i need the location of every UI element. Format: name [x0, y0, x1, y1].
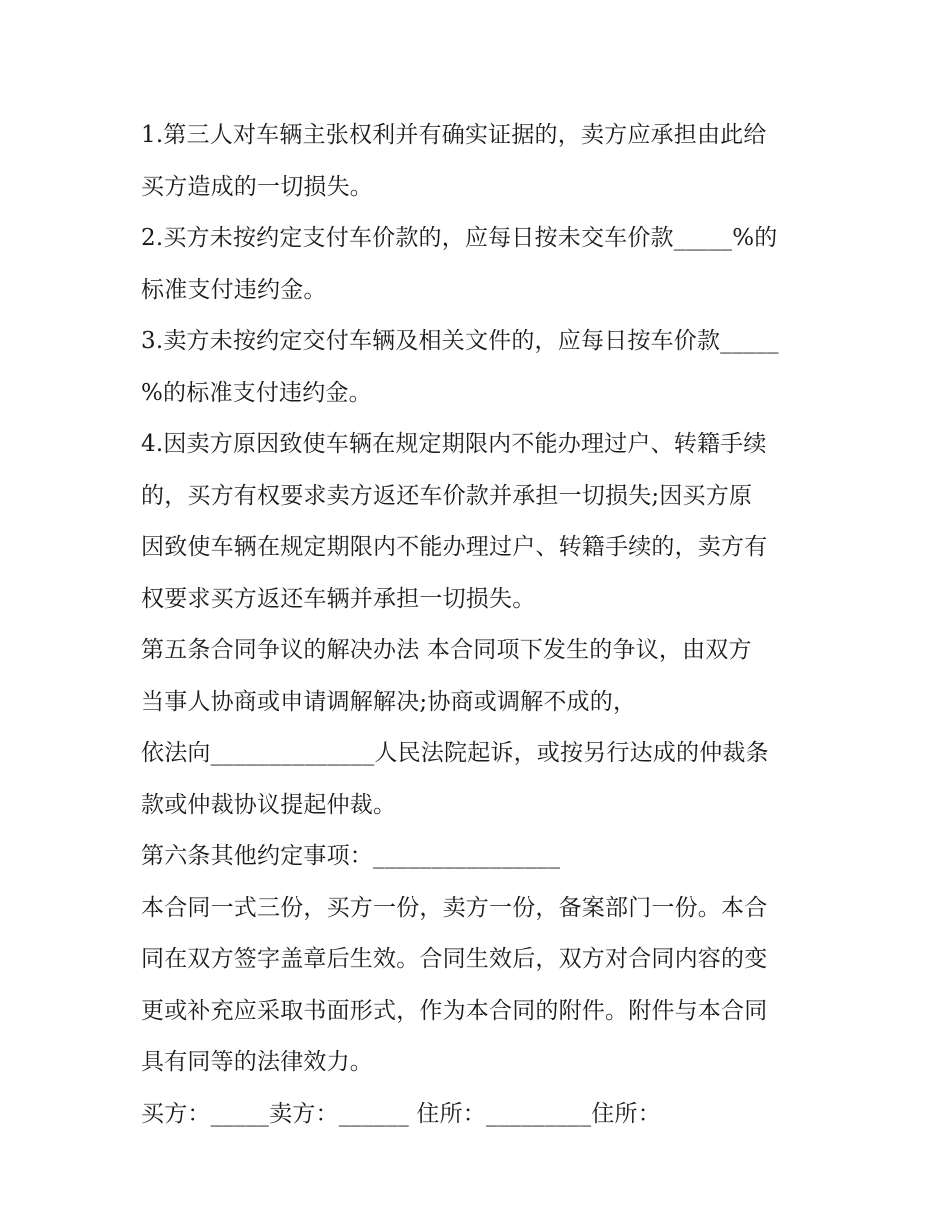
text-line: 2.买方未按约定支付车价款的，应每日按未交车价款_____%的 [141, 225, 778, 251]
text-line: 因致使车辆在规定期限内不能办理过户、转籍手续的，卖方有 [141, 534, 768, 560]
text-line: 本合同一式三份，买方一份，卖方一份，备案部门一份。本合 [141, 894, 768, 921]
text-line: 具有同等的法律效力。 [141, 1049, 373, 1075]
text-line: 款或仲裁协议提起仲裁。 [141, 791, 397, 818]
text-line: %的标准支付违约金。 [141, 379, 372, 406]
text-line: 同在双方签字盖章后生效。合同生效后，双方对合同内容的变 [141, 946, 768, 972]
text-line: 更或补充应采取书面形式，作为本合同的附件。附件与本合同 [141, 997, 768, 1024]
text-line: 4.因卖方原因致使车辆在规定期限内不能办理过户、转籍手续 [141, 431, 767, 457]
text-line: 当事人协商或申请调解解决;协商或调解不成的， [141, 688, 637, 715]
text-line: 买方：_____卖方：______ 住所：_________住所： [141, 1100, 661, 1127]
text-line: 1.第三人对车辆主张权利并有确实证据的，卖方应承担由此给 [141, 122, 767, 148]
text-line: 第六条其他约定事项：________________ [141, 843, 561, 869]
text-line: 权要求买方返还车辆并承担一切损失。 [141, 585, 536, 612]
text-line: 的，买方有权要求卖方返还车价款并承担一切损失;因买方原 [141, 482, 753, 509]
contract-body [141, 110, 821, 1140]
text-line: 买方造成的一切损失。 [141, 173, 373, 200]
text-line: 第五条合同争议的解决办法 本合同项下发生的争议，由双方 [141, 637, 752, 663]
text-line: 依法向______________人民法院起诉，或按另行达成的仲裁条 [141, 740, 769, 766]
text-line: 标准支付违约金。 [141, 276, 327, 303]
text-line: 3.卖方未按约定交付车辆及相关文件的，应每日按车价款_____ [141, 328, 779, 354]
